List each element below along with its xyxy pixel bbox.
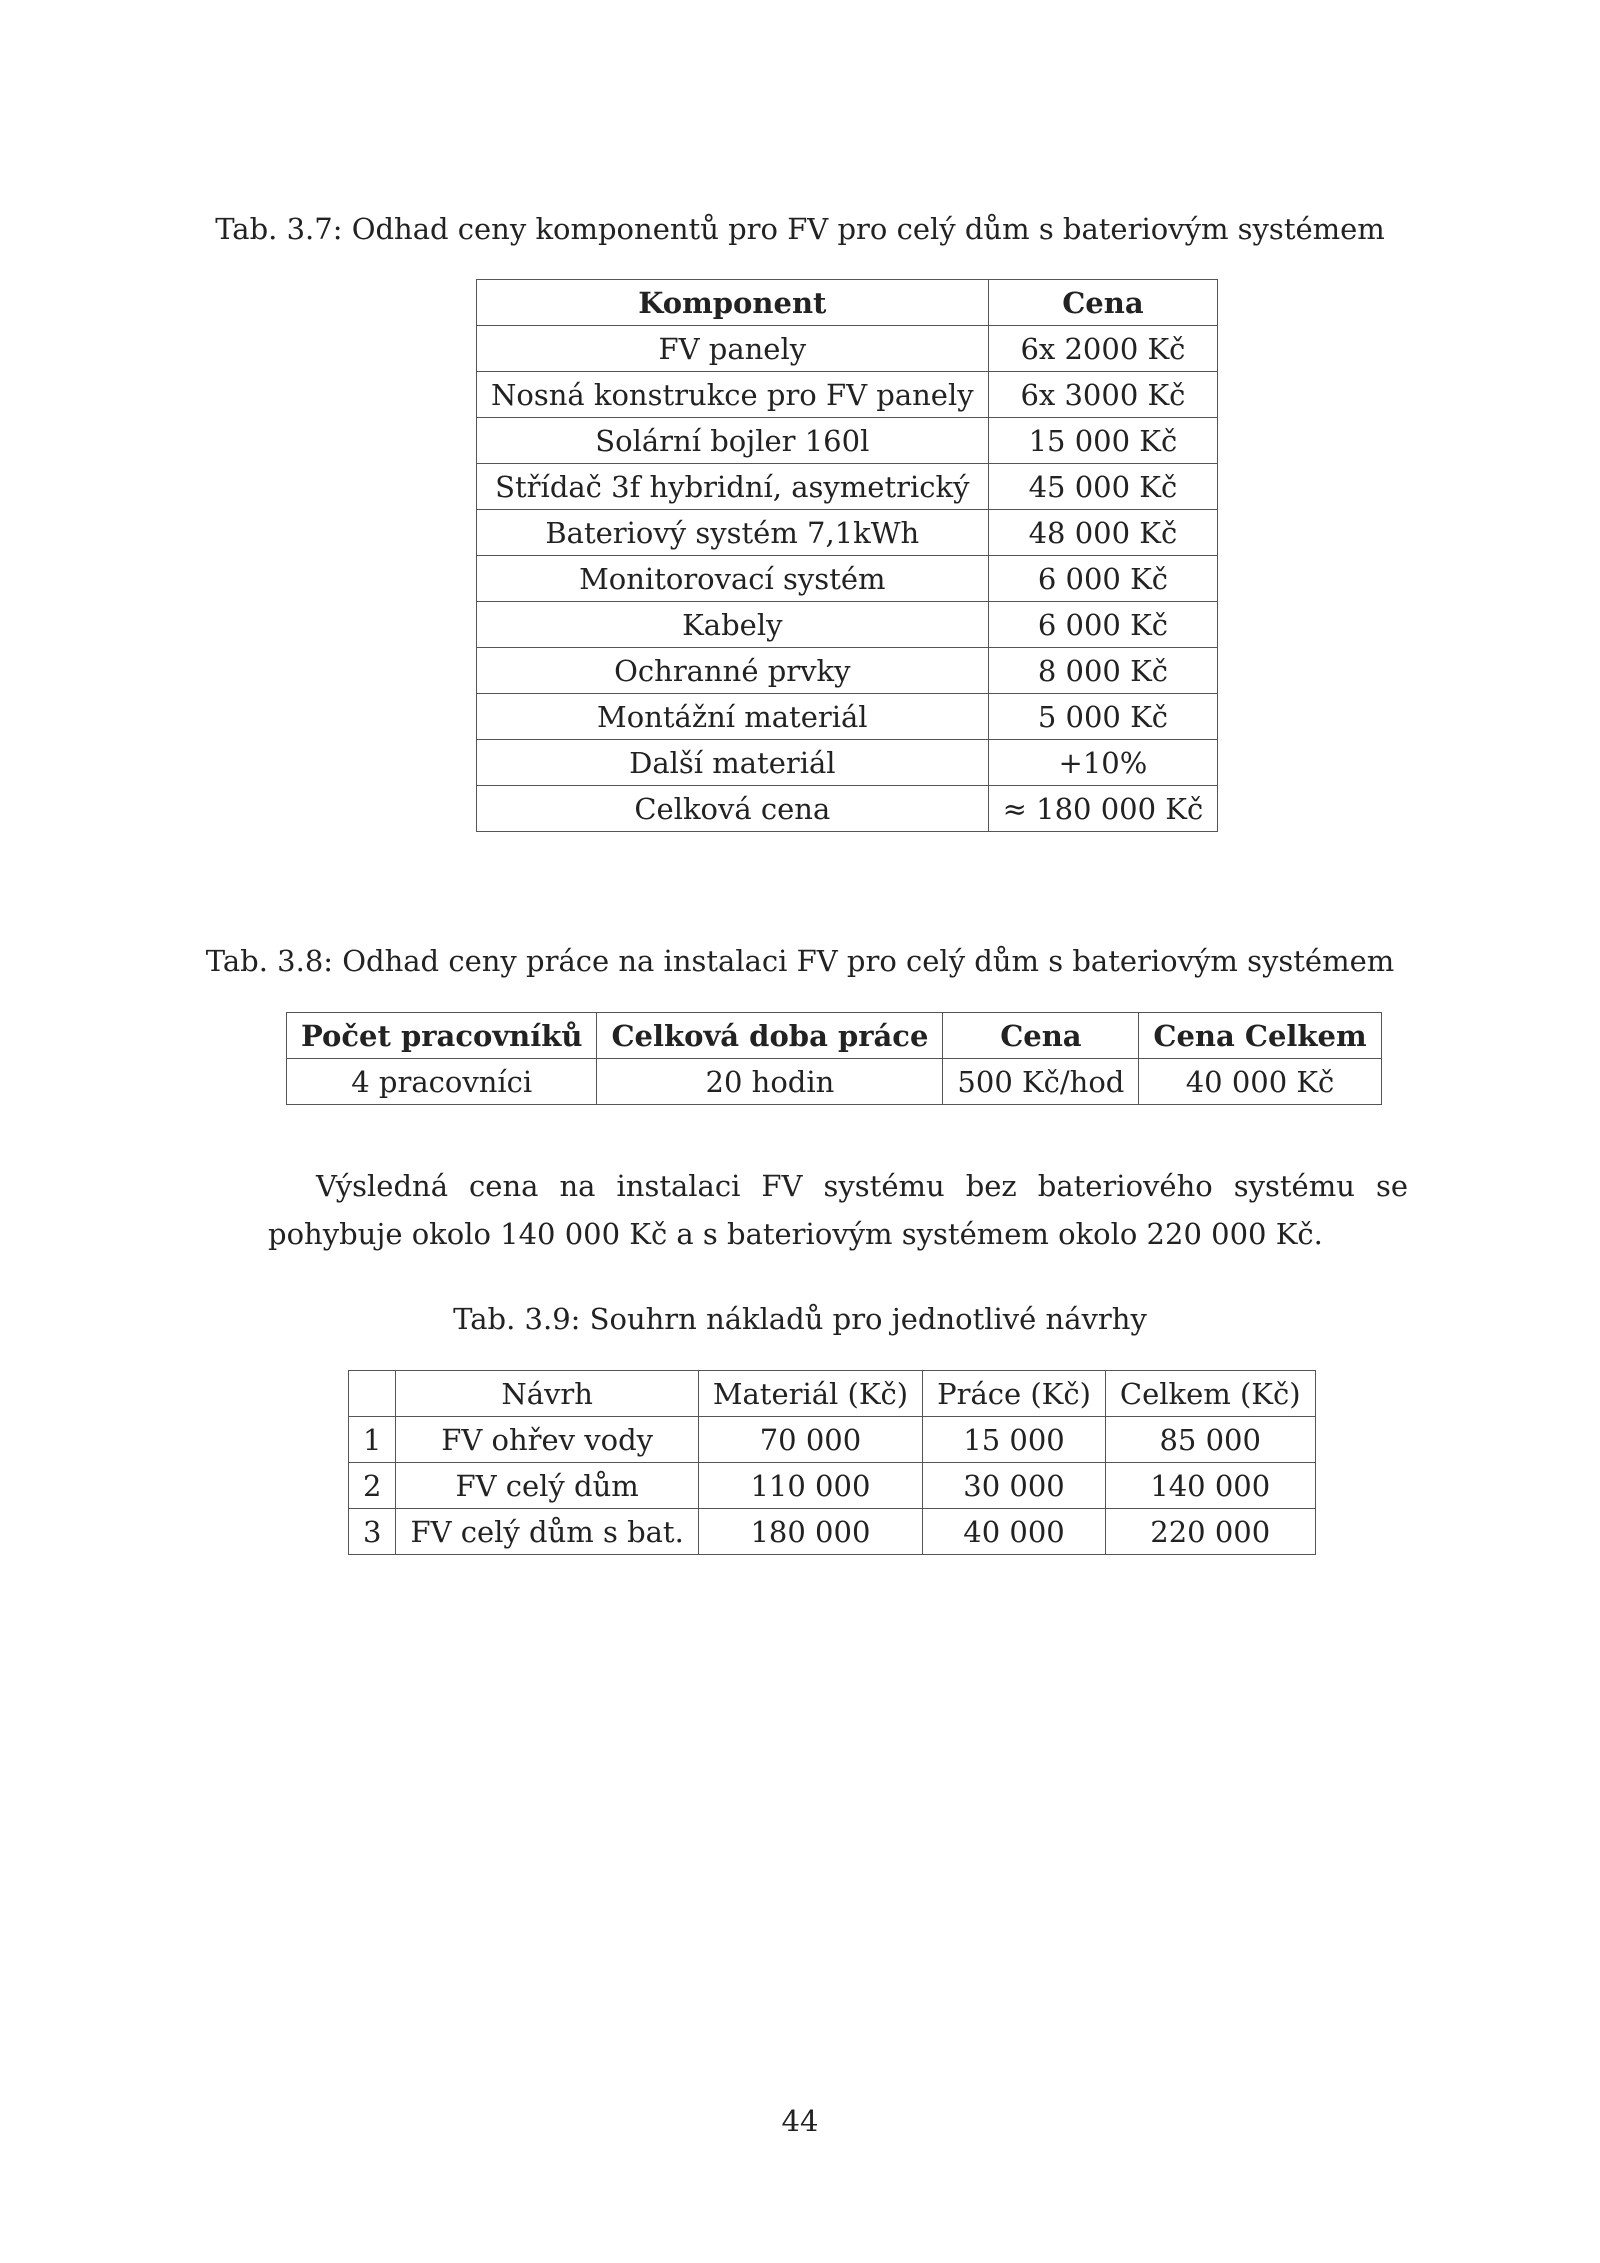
table-cell: 500 Kč/hod <box>943 1059 1139 1105</box>
table-row <box>349 1417 1316 1463</box>
table-row <box>477 602 1218 648</box>
table-cell: 220 000 <box>1105 1509 1315 1555</box>
table-cell: 15 000 <box>923 1417 1106 1463</box>
table3-caption: Tab. 3.9: Souhrn nákladů pro jednotlivé návrhy <box>453 1302 1147 1336</box>
table-cell: 180 000 <box>698 1509 922 1555</box>
table-cell: 15 000 Kč <box>988 418 1218 464</box>
paragraph-text: Výsledná cena na instalaci FV systému bez bateriového systému se pohybuje okolo 140 000 Kč a s bateriovým systémem okolo 220 000 Kč. <box>268 1169 1408 1251</box>
table2-caption: Tab. 3.8: Odhad ceny práce na instalaci FV pro celý dům s bateriovým systémem <box>205 944 1395 978</box>
table-cell: 70 000 <box>698 1417 922 1463</box>
table-cell: FV celý dům <box>396 1463 698 1509</box>
table-row <box>477 694 1218 740</box>
table1-caption: Tab. 3.7: Odhad ceny komponentů pro FV pro celý dům s bateriovým systémem <box>215 212 1385 246</box>
table-cell: 140 000 <box>1105 1463 1315 1509</box>
table-cell: 48 000 Kč <box>988 510 1218 556</box>
table-row <box>477 786 1218 832</box>
table-cell: Bateriový systém 7,1kWh <box>477 510 989 556</box>
table-row <box>477 556 1218 602</box>
table-cell: FV celý dům s bat. <box>396 1509 698 1555</box>
table-row <box>477 326 1218 372</box>
header-cell: Celková doba práce <box>597 1013 943 1059</box>
table-cell: 2 <box>349 1463 396 1509</box>
header-cell: Materiál (Kč) <box>698 1371 922 1417</box>
table-cell: Montážní materiál <box>477 694 989 740</box>
table-cell: 3 <box>349 1509 396 1555</box>
table-cell: 6x 2000 Kč <box>988 326 1218 372</box>
table-cell: Střídač 3f hybridní, asymetrický <box>477 464 989 510</box>
body-paragraph <box>268 1162 1408 1258</box>
header-cell <box>349 1371 396 1417</box>
table-header-row <box>477 280 1218 326</box>
table-cell: 1 <box>349 1417 396 1463</box>
table-row <box>477 740 1218 786</box>
header-cell: Cena <box>988 280 1218 326</box>
table-cell: Kabely <box>477 602 989 648</box>
table-cell: FV ohřev vody <box>396 1417 698 1463</box>
table-row <box>477 372 1218 418</box>
page-number: 44 <box>781 2104 819 2138</box>
table-cell: 6 000 Kč <box>988 602 1218 648</box>
table-cell: Monitorovací systém <box>477 556 989 602</box>
table-cell: 110 000 <box>698 1463 922 1509</box>
table-cell: 8 000 Kč <box>988 648 1218 694</box>
table-header-row <box>349 1371 1316 1417</box>
table-header-row <box>287 1013 1382 1059</box>
table-cell: Solární bojler 160l <box>477 418 989 464</box>
table-cell: 4 pracovníci <box>287 1059 597 1105</box>
table-cell: 6x 3000 Kč <box>988 372 1218 418</box>
table-row <box>349 1463 1316 1509</box>
table3-cost-summary <box>348 1370 1316 1555</box>
table-row <box>287 1059 1382 1105</box>
table-cell: 20 hodin <box>597 1059 943 1105</box>
table-row <box>477 418 1218 464</box>
table-cell: 30 000 <box>923 1463 1106 1509</box>
header-cell: Cena Celkem <box>1139 1013 1381 1059</box>
table-row <box>349 1509 1316 1555</box>
table-row <box>477 464 1218 510</box>
header-cell: Práce (Kč) <box>923 1371 1106 1417</box>
table-cell: Nosná konstrukce pro FV panely <box>477 372 989 418</box>
table-cell: 40 000 <box>923 1509 1106 1555</box>
table1-component-costs <box>476 279 1218 832</box>
table-cell: 40 000 Kč <box>1139 1059 1381 1105</box>
table-cell: FV panely <box>477 326 989 372</box>
table-cell: 85 000 <box>1105 1417 1315 1463</box>
table-row <box>477 648 1218 694</box>
header-cell: Počet pracovníků <box>287 1013 597 1059</box>
header-cell: Návrh <box>396 1371 698 1417</box>
table-cell: Celková cena <box>477 786 989 832</box>
table-cell: +10% <box>988 740 1218 786</box>
table-row <box>477 510 1218 556</box>
header-cell: Cena <box>943 1013 1139 1059</box>
table-cell: 6 000 Kč <box>988 556 1218 602</box>
table2-labor-costs <box>286 1012 1382 1105</box>
table-cell: 45 000 Kč <box>988 464 1218 510</box>
table-cell: Další materiál <box>477 740 989 786</box>
header-cell: Celkem (Kč) <box>1105 1371 1315 1417</box>
table-cell: 5 000 Kč <box>988 694 1218 740</box>
table-cell: Ochranné prvky <box>477 648 989 694</box>
header-cell: Komponent <box>477 280 989 326</box>
table-cell: ≈ 180 000 Kč <box>988 786 1218 832</box>
